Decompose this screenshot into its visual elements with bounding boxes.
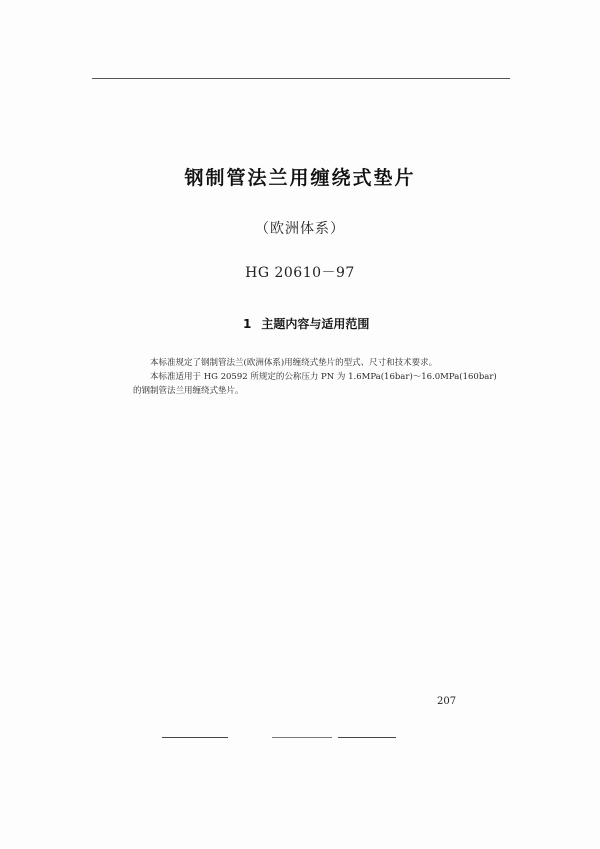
section-heading	[243, 315, 369, 332]
standard-number: HG 20610－97	[245, 265, 355, 281]
page-number: 207	[437, 696, 457, 707]
paragraph-scope: 本标准规定了钢制管法兰(欧洲体系)用缠绕式垫片的型式、尺寸和技术要求。	[150, 358, 438, 368]
footer-rule-left	[162, 737, 228, 738]
document-title: 钢制管法兰用缠绕式垫片	[184, 167, 416, 189]
paragraph-application-line-2: 的钢制管法兰用缠绕式垫片。	[133, 386, 244, 396]
section-heading-text: 主题内容与适用范围	[261, 317, 370, 331]
footer-rule-right	[338, 737, 396, 738]
paragraph-application-line-1: 本标准适用于 HG 20592 所规定的公称压力 PN 为 1.6MPa(16bar)～16.0MPa(160bar)	[150, 372, 497, 382]
document-subtitle: （欧洲体系）	[255, 221, 345, 237]
footer-rule-middle	[272, 737, 332, 738]
section-number: 1	[243, 317, 252, 331]
header-rule	[92, 78, 510, 79]
